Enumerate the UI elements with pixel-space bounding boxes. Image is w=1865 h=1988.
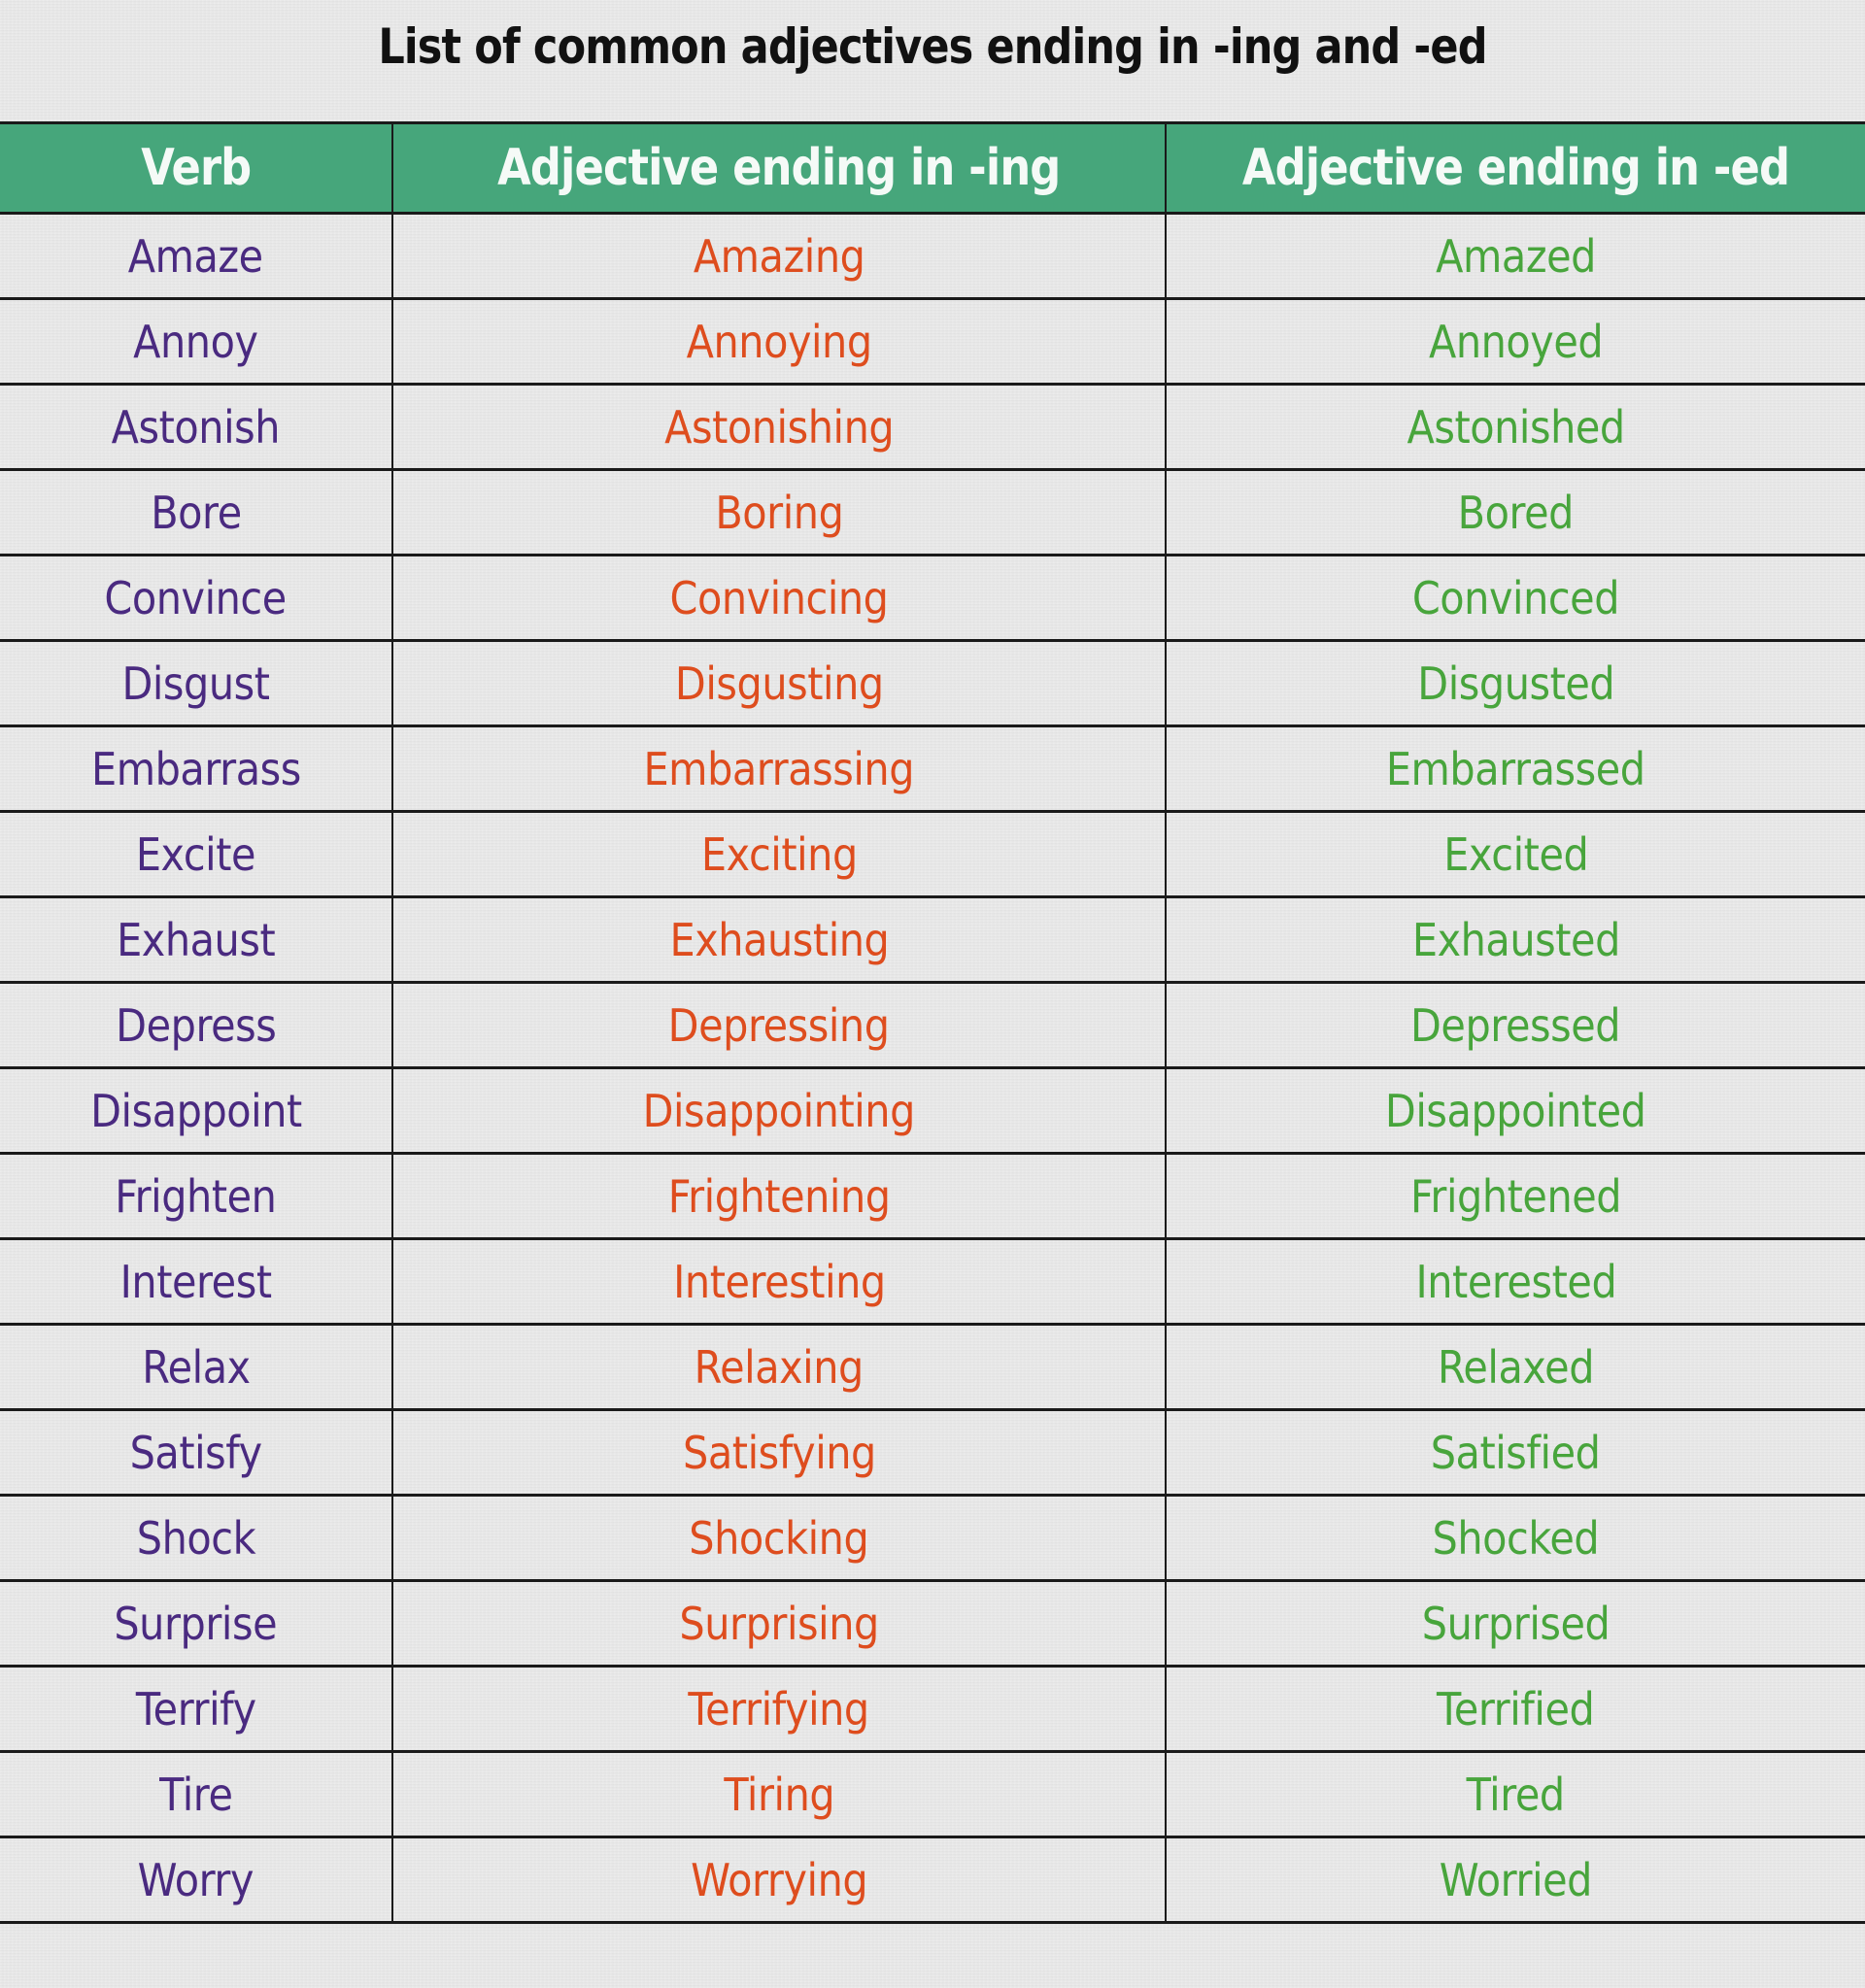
cell-verb: Shock (0, 1496, 392, 1581)
cell-ing-adjective: Disappointing (392, 1068, 1166, 1154)
adjectives-table (0, 121, 1865, 1924)
cell-verb: Terrify (0, 1667, 392, 1752)
cell-verb: Annoy (0, 299, 392, 385)
cell-ed-adjective: Bored (1166, 470, 1865, 556)
cell-verb: Convince (0, 556, 392, 641)
cell-verb: Frighten (0, 1154, 392, 1239)
table-row (0, 641, 1865, 726)
cell-ing-adjective: Terrifying (392, 1667, 1166, 1752)
cell-verb: Bore (0, 470, 392, 556)
cell-verb: Amaze (0, 214, 392, 299)
cell-verb: Relax (0, 1325, 392, 1410)
cell-verb: Surprise (0, 1581, 392, 1667)
cell-ing-adjective: Depressing (392, 983, 1166, 1068)
table-row (0, 897, 1865, 983)
header-ed: Adjective ending in -ed (1166, 123, 1865, 214)
table-row (0, 556, 1865, 641)
cell-verb: Exhaust (0, 897, 392, 983)
table-row (0, 1325, 1865, 1410)
cell-ing-adjective: Astonishing (392, 385, 1166, 470)
cell-ed-adjective: Satisfied (1166, 1410, 1865, 1496)
page-title (130, 0, 1734, 93)
cell-ed-adjective: Excited (1166, 812, 1865, 897)
cell-verb: Interest (0, 1239, 392, 1325)
cell-ing-adjective: Worrying (392, 1837, 1166, 1923)
table-row (0, 1239, 1865, 1325)
cell-ed-adjective: Frightened (1166, 1154, 1865, 1239)
table-row (0, 983, 1865, 1068)
cell-verb: Tire (0, 1752, 392, 1837)
cell-ing-adjective: Amazing (392, 214, 1166, 299)
table-body (0, 214, 1865, 1923)
table-row (0, 1667, 1865, 1752)
cell-verb: Disgust (0, 641, 392, 726)
cell-ing-adjective: Tiring (392, 1752, 1166, 1837)
cell-ed-adjective: Disgusted (1166, 641, 1865, 726)
cell-ing-adjective: Exhausting (392, 897, 1166, 983)
header-verb: Verb (0, 123, 392, 214)
cell-ed-adjective: Embarrassed (1166, 726, 1865, 812)
cell-ing-adjective: Frightening (392, 1154, 1166, 1239)
cell-ed-adjective: Disappointed (1166, 1068, 1865, 1154)
table-row (0, 1154, 1865, 1239)
cell-ed-adjective: Depressed (1166, 983, 1865, 1068)
cell-ing-adjective: Convincing (392, 556, 1166, 641)
cell-ing-adjective: Relaxing (392, 1325, 1166, 1410)
page-title-text: List of common adjectives ending in -ing and -ed (378, 18, 1487, 75)
table-row (0, 1752, 1865, 1837)
table-row (0, 214, 1865, 299)
cell-verb: Excite (0, 812, 392, 897)
cell-ed-adjective: Annoyed (1166, 299, 1865, 385)
cell-verb: Embarrass (0, 726, 392, 812)
cell-ed-adjective: Terrified (1166, 1667, 1865, 1752)
cell-ed-adjective: Exhausted (1166, 897, 1865, 983)
cell-verb: Disappoint (0, 1068, 392, 1154)
cell-ed-adjective: Surprised (1166, 1581, 1865, 1667)
table-row (0, 726, 1865, 812)
header-row (0, 123, 1865, 214)
table-row (0, 385, 1865, 470)
table-row (0, 299, 1865, 385)
cell-ed-adjective: Amazed (1166, 214, 1865, 299)
header-ing: Adjective ending in -ing (392, 123, 1166, 214)
cell-ing-adjective: Annoying (392, 299, 1166, 385)
cell-ed-adjective: Interested (1166, 1239, 1865, 1325)
cell-verb: Worry (0, 1837, 392, 1923)
cell-ing-adjective: Satisfying (392, 1410, 1166, 1496)
cell-ed-adjective: Convinced (1166, 556, 1865, 641)
cell-ing-adjective: Boring (392, 470, 1166, 556)
table-header (0, 123, 1865, 214)
cell-ed-adjective: Tired (1166, 1752, 1865, 1837)
cell-ing-adjective: Shocking (392, 1496, 1166, 1581)
table-row (0, 470, 1865, 556)
cell-verb: Depress (0, 983, 392, 1068)
cell-ing-adjective: Surprising (392, 1581, 1166, 1667)
table-row (0, 812, 1865, 897)
cell-ed-adjective: Astonished (1166, 385, 1865, 470)
table-row (0, 1837, 1865, 1923)
cell-ed-adjective: Relaxed (1166, 1325, 1865, 1410)
table-row (0, 1581, 1865, 1667)
cell-ing-adjective: Embarrassing (392, 726, 1166, 812)
cell-verb: Astonish (0, 385, 392, 470)
table-row (0, 1496, 1865, 1581)
table-row (0, 1068, 1865, 1154)
cell-ed-adjective: Worried (1166, 1837, 1865, 1923)
cell-verb: Satisfy (0, 1410, 392, 1496)
cell-ed-adjective: Shocked (1166, 1496, 1865, 1581)
cell-ing-adjective: Disgusting (392, 641, 1166, 726)
cell-ing-adjective: Exciting (392, 812, 1166, 897)
table-row (0, 1410, 1865, 1496)
cell-ing-adjective: Interesting (392, 1239, 1166, 1325)
